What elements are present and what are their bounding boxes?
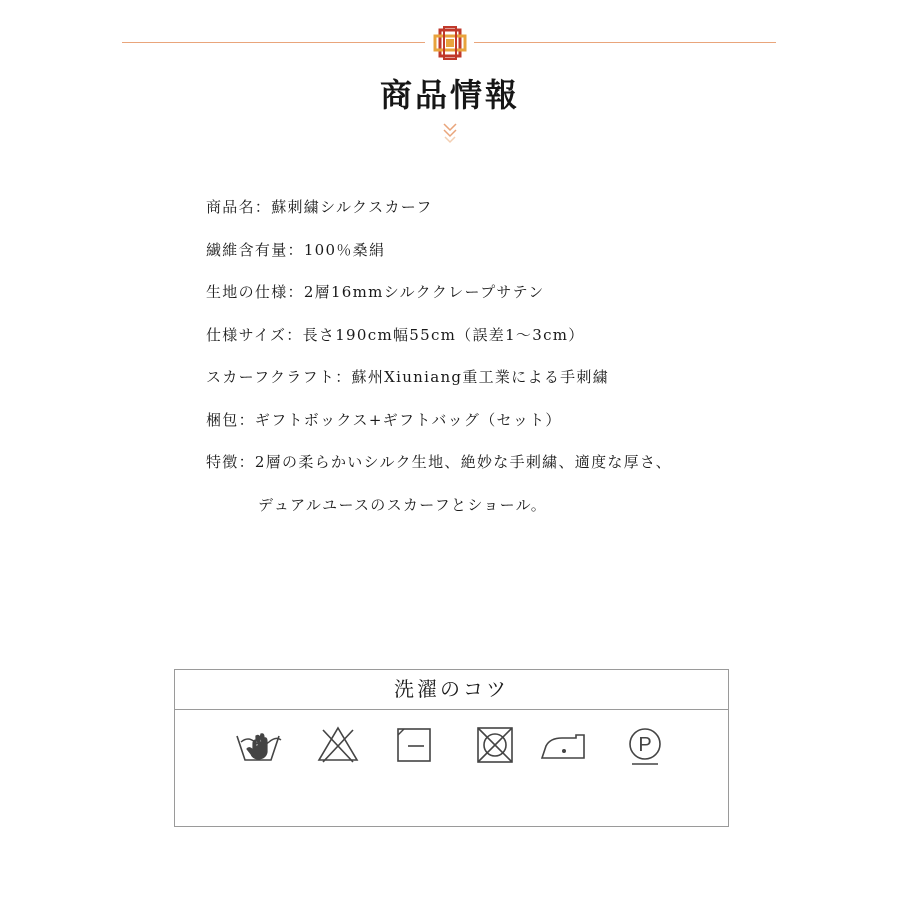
info-row-fiber: 繊維含有量：100％桑絹 (206, 240, 386, 259)
care-box (174, 669, 729, 827)
dry-clean-letter: P (638, 734, 652, 756)
page-title: 商品情報 (379, 76, 520, 114)
chinese-knot-icon (432, 26, 468, 60)
care-icons (175, 722, 728, 768)
info-row-name: 商品名：蘇刺繍シルクスカーフ (206, 198, 433, 216)
product-info (206, 195, 766, 535)
care-title: 洗濯のコツ (175, 670, 728, 710)
professional-dry-clean-icon (620, 722, 670, 768)
double-chevron-down-icon (440, 120, 460, 146)
header-line-left (122, 42, 425, 43)
header-line-right (474, 42, 776, 43)
no-tumble-dry-icon (470, 722, 520, 768)
low-iron-icon (540, 722, 590, 768)
info-row-packaging: 梱包：ギフトボックス+ギフトバッグ（セット） (206, 410, 562, 429)
info-row-features-cont: デュアルユースのスカーフとショール。 (258, 495, 548, 514)
info-row-size: 仕様サイズ：長さ190cm幅55cm（誤差1～3cm） (206, 325, 585, 344)
no-bleach-icon (313, 722, 363, 768)
info-row-fabric: 生地の仕様：2層16mmシルククレープサテン (206, 283, 545, 301)
line-dry-icon (390, 722, 440, 768)
info-row-features: 特徴：2層の柔らかいシルク生地、絶妙な手刺繍、適度な厚さ、 (206, 453, 672, 471)
info-row-craft: スカーフクラフト：蘇州Xiuniang重工業による手刺繍 (206, 368, 610, 386)
hand-wash-icon (233, 722, 283, 768)
